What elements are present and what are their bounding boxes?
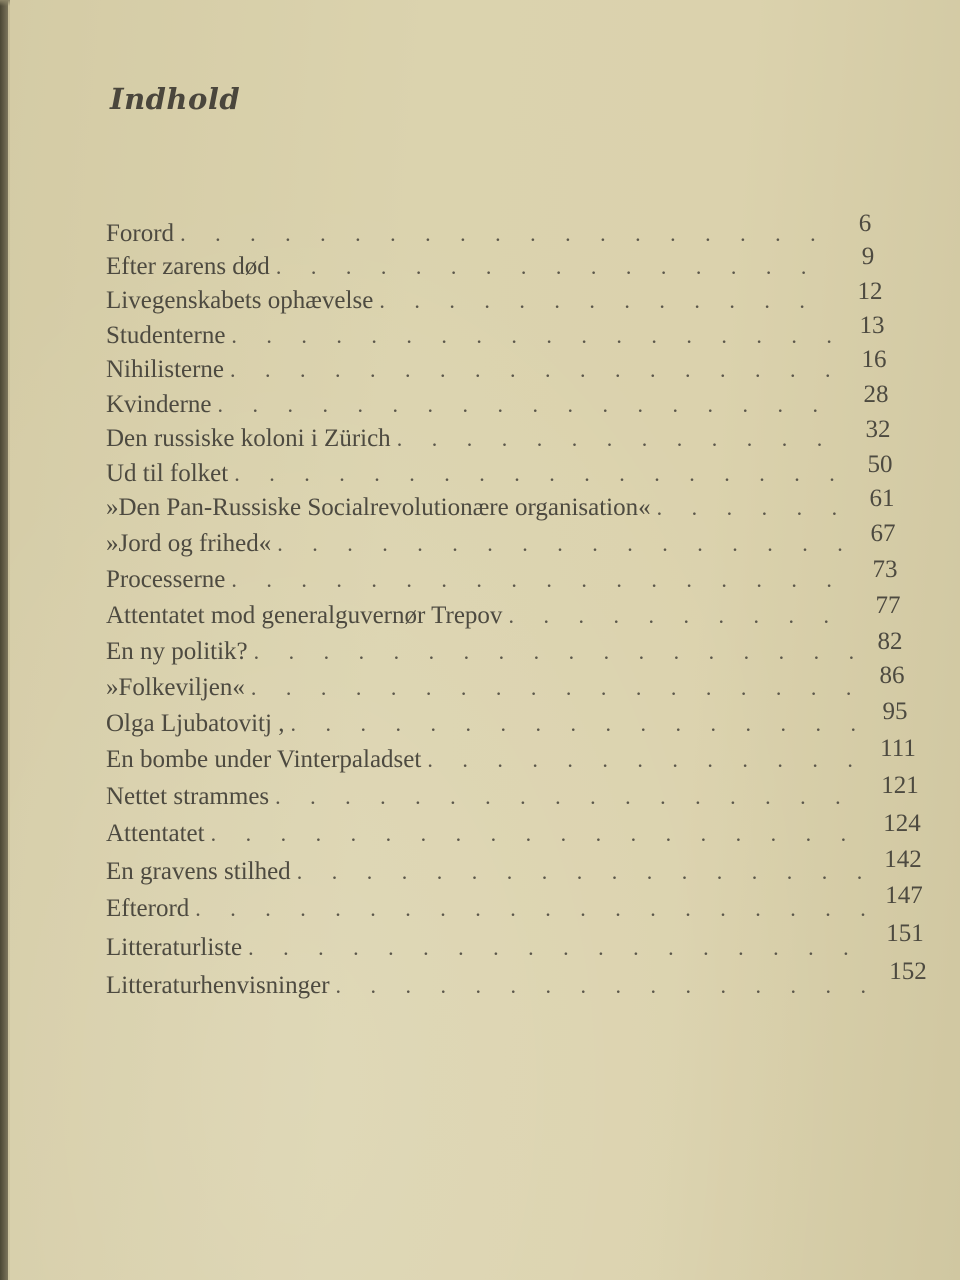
toc-page-number: 152	[889, 958, 927, 985]
dot-leader	[427, 747, 863, 773]
toc-page-number: 142	[884, 846, 922, 873]
dot-leader	[379, 288, 835, 314]
toc-page-number: 151	[886, 920, 924, 947]
dot-leader	[231, 567, 850, 593]
dot-leader	[276, 254, 833, 280]
toc-page-number: 86	[879, 662, 905, 689]
dot-leader	[508, 603, 853, 629]
toc-entry	[106, 710, 860, 738]
toc-entry	[106, 746, 863, 774]
dot-leader	[251, 675, 857, 701]
book-page	[10, 0, 960, 1280]
dot-leader	[254, 639, 855, 665]
dot-leader	[248, 935, 870, 961]
toc-entry-title: En bombe under Vinterpaladset	[106, 746, 422, 773]
dot-leader	[277, 531, 848, 557]
dot-leader	[230, 357, 839, 383]
toc-entry-title: En gravens stilhed	[106, 858, 291, 885]
table-of-contents	[10, 0, 960, 1280]
dot-leader	[195, 896, 869, 922]
toc-entry	[106, 895, 869, 923]
toc-entry	[106, 934, 870, 962]
toc-entry-title: »Den Pan-Russiske Socialrevolutionære organisation«	[106, 494, 651, 521]
toc-page-number: 111	[880, 735, 916, 762]
toc-entry	[106, 253, 833, 281]
toc-page-number: 147	[885, 882, 923, 909]
toc-entry-title: Attentatet	[106, 820, 205, 847]
toc-entry	[106, 566, 850, 594]
book-cover-edge	[0, 0, 8, 1280]
toc-entry-title: Kvinderne	[106, 391, 212, 418]
dot-leader	[290, 711, 860, 737]
toc-page-number: 13	[859, 312, 885, 339]
toc-entry-title: Forord	[106, 220, 175, 247]
toc-entry-title: Attentatet mod generalguvernør Trepov	[106, 602, 503, 629]
toc-entry	[106, 858, 868, 886]
toc-entry	[106, 287, 835, 315]
toc-entry	[106, 783, 865, 811]
toc-page-number: 9	[861, 243, 875, 270]
toc-page-number: 28	[863, 381, 889, 408]
toc-entry-title: Litteraturhenvisninger	[106, 972, 330, 999]
toc-entry	[106, 972, 873, 1000]
toc-entry-title: Nettet strammes	[106, 783, 270, 810]
toc-page-number: 12	[857, 278, 883, 305]
toc-entry	[106, 425, 843, 453]
toc-entry-title: Efterord	[106, 895, 190, 922]
toc-entry	[106, 638, 855, 666]
toc-entry-title: Livegenskabets ophævelse	[106, 287, 374, 314]
toc-entry	[106, 220, 830, 248]
toc-entry-title: »Jord og frihed«	[106, 530, 272, 557]
toc-entry	[106, 820, 867, 848]
dot-leader	[275, 784, 865, 810]
toc-entry	[106, 391, 841, 419]
toc-entry-title: Den russiske koloni i Zürich	[106, 425, 391, 452]
dot-leader	[657, 495, 847, 521]
dot-leader	[211, 821, 867, 847]
toc-page-number: 16	[861, 346, 887, 373]
toc-entry-title: »Folkeviljen«	[106, 674, 245, 701]
dot-leader	[231, 323, 837, 349]
toc-entry-title: Ud til folket	[106, 460, 229, 487]
toc-page-number: 82	[877, 628, 903, 655]
toc-entry	[106, 494, 847, 522]
dot-leader	[397, 426, 843, 452]
toc-entry-title: Olga Ljubatovitj ,	[106, 710, 285, 737]
toc-entry-title: Processerne	[106, 566, 226, 593]
toc-entry	[106, 322, 837, 350]
toc-entry-title: Litteraturliste	[106, 934, 243, 961]
toc-page-number: 124	[883, 810, 921, 837]
toc-entry-title: Studenterne	[106, 322, 226, 349]
dot-leader	[297, 859, 868, 885]
toc-page-number: 61	[869, 485, 895, 512]
toc-page-number: 32	[865, 416, 891, 443]
toc-entry	[106, 602, 853, 630]
toc-page-number: 77	[875, 592, 901, 619]
toc-entry-title: Nihilisterne	[106, 356, 225, 383]
dot-leader	[180, 221, 830, 247]
dot-leader	[336, 973, 873, 999]
toc-page-number: 6	[858, 210, 872, 237]
dot-leader	[234, 461, 845, 487]
toc-entry-title: Efter zarens død	[106, 253, 270, 280]
toc-page-number: 73	[872, 556, 898, 583]
toc-entry	[106, 674, 857, 702]
toc-page-number: 50	[867, 451, 893, 478]
toc-entry	[106, 356, 839, 384]
dot-leader	[218, 392, 841, 418]
toc-entry-title: En ny politik?	[106, 638, 248, 665]
toc-page-number: 121	[881, 772, 919, 799]
toc-page-number: 67	[870, 520, 896, 547]
toc-page-number: 95	[882, 698, 908, 725]
toc-entry	[106, 460, 845, 488]
toc-entry	[106, 530, 848, 558]
page-title: Indhold	[110, 82, 241, 116]
